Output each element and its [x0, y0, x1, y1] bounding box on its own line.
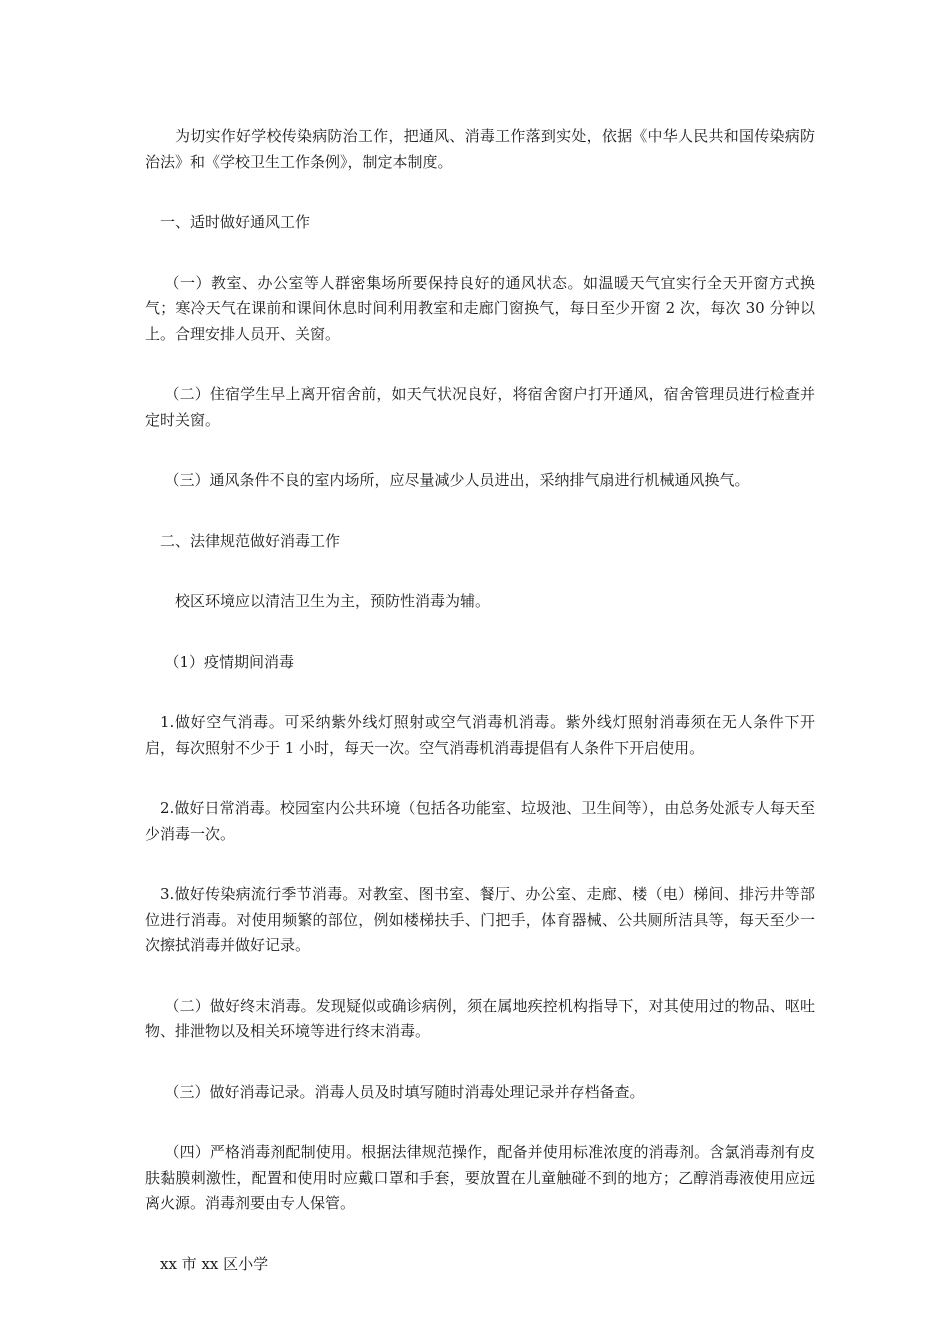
paragraph-air-disinfection: 1.做好空气消毒。可采纳紫外线灯照射或空气消毒机消毒。紫外线灯照射消毒须在无人条件下开启，每次照射不少于 1 小时，每天一次。空气消毒机消毒提倡有人条件下开启使用。 [145, 713, 815, 757]
paragraph-ventilation-1: （一）教室、办公室等人群密集场所要保持良好的通风状态。如温暖天气宜实行全天开窗方式换气；寒冷天气在课前和课间休息时间利用教室和走廊门窗换气，每日至少开窗 2 次，每次 30 分钟以上。合理安排人员开、关窗。 [145, 273, 815, 343]
paragraph-ventilation-3: （三）通风条件不良的室内场所，应尽量减少人员进出，采纳排气扇进行机械通风换气。 [164, 471, 750, 489]
paragraph-disinfection-principle: 校区环境应以清洁卫生为主，预防性消毒为辅。 [175, 592, 491, 610]
signature-school-name: xx 市 xx 区小学 [160, 1254, 269, 1273]
subheading-epidemic-disinfection: （1）疫情期间消毒 [164, 652, 295, 671]
intro-paragraph: 为切实作好学校传染病防治工作，把通风、消毒工作落到实处，依据《中华人民共和国传染病防治法》和《学校卫生工作条例》，制定本制度。 [145, 127, 815, 171]
paragraph-disinfectant-usage: （四）严格消毒剂配制使用。根据法律规范操作，配备并使用标准浓度的消毒剂。含氯消毒剂有皮肤黏膜刺激性，配置和使用时应戴口罩和手套，要放置在儿童触碰不到的地方；乙醇消毒液使用应远离火源。消毒剂要由专人保管。 [145, 1143, 815, 1212]
section-heading-disinfection: 二、法律规范做好消毒工作 [160, 531, 341, 550]
paragraph-seasonal-disinfection: 3.做好传染病流行季节消毒。对教室、图书室、餐厅、办公室、走廊、楼（电）梯间、排污井等部位进行消毒。对使用频繁的部位，例如楼梯扶手、门把手，体育器械、公共厕所洁具等，每天至少一次擦拭消毒并做好记录。 [145, 885, 815, 954]
paragraph-disinfection-records: （三）做好消毒记录。消毒人员及时填写随时消毒处理记录并存档备查。 [164, 1082, 645, 1101]
paragraph-terminal-disinfection: （二）做好终末消毒。发现疑似或确诊病例，须在属地疾控机构指导下，对其使用过的物品、呕吐物、排泄物以及相关环境等进行终末消毒。 [145, 996, 815, 1040]
paragraph-daily-disinfection: 2.做好日常消毒。校园室内公共环境（包括各功能室、垃圾池、卫生间等），由总务处派专人每天至少消毒一次。 [145, 799, 815, 843]
document-body [145, 124, 815, 1312]
section-heading-ventilation: 一、适时做好通风工作 [160, 213, 311, 231]
paragraph-ventilation-2: （二）住宿学生早上离开宿舍前，如天气状况良好，将宿舍窗户打开通风，宿舍管理员进行检查并定时关窗。 [145, 385, 815, 429]
